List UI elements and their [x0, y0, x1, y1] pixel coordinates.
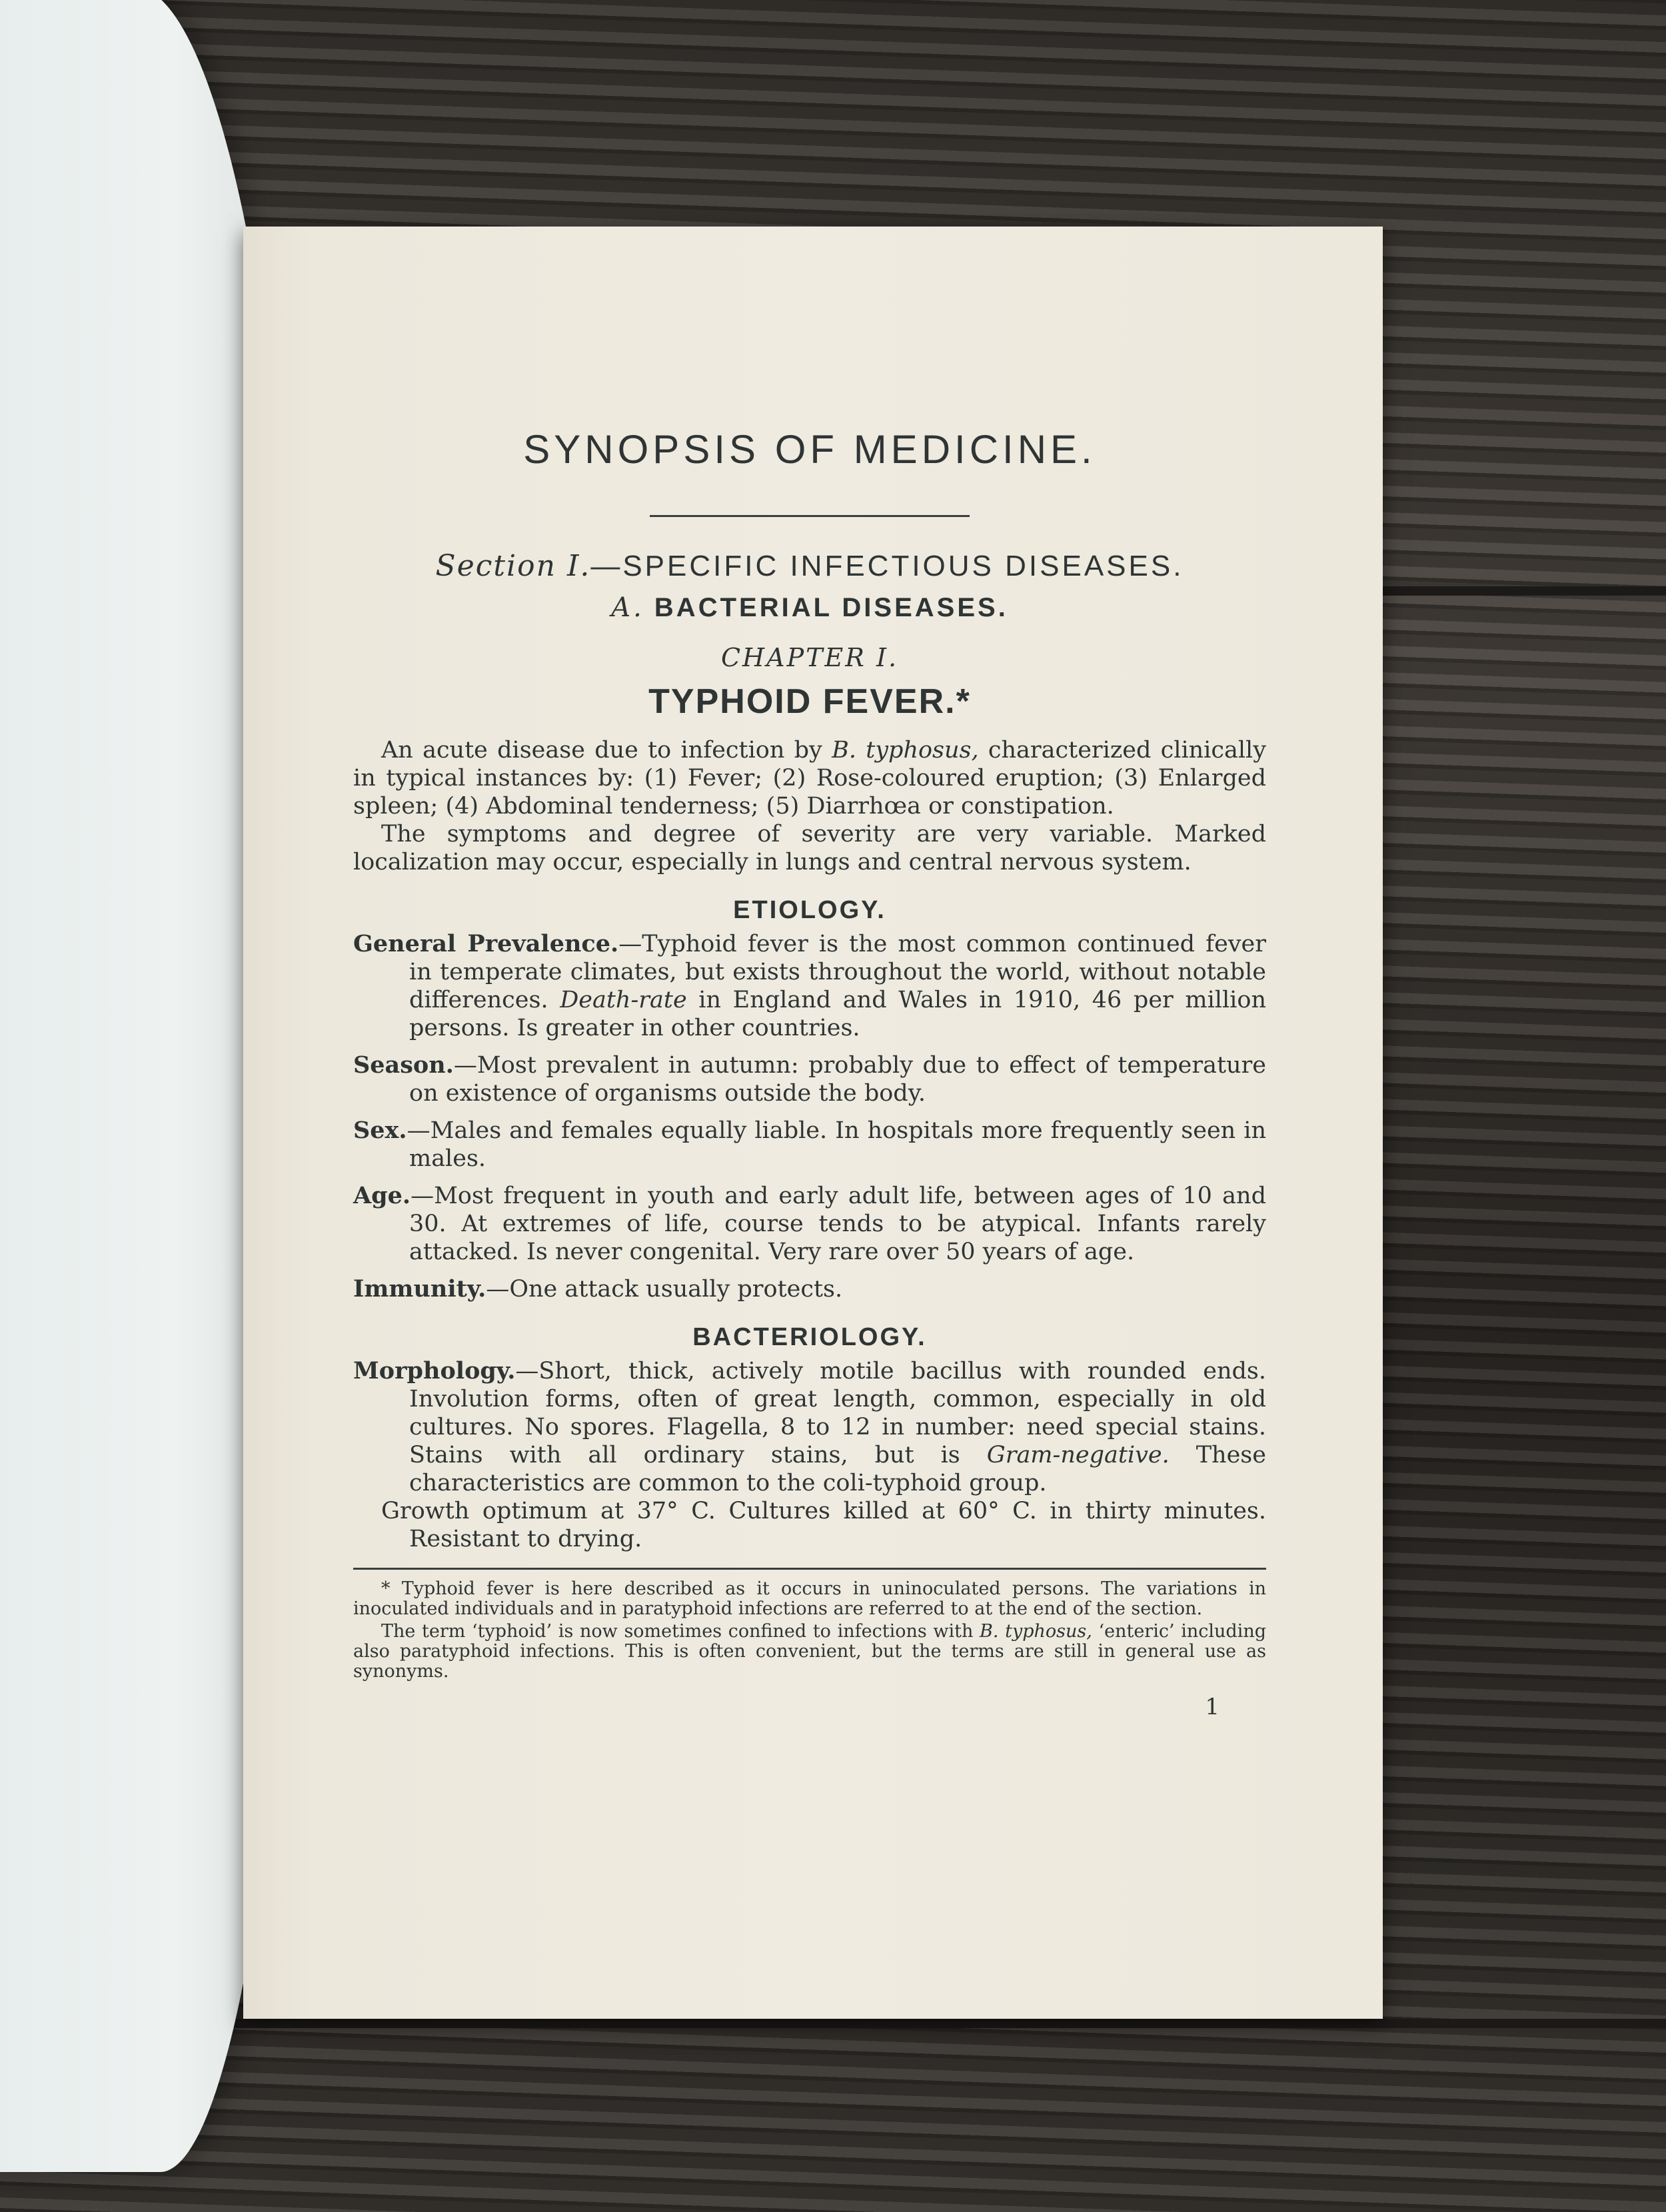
intro-text-cont: characterized clinically in typical instances by: (1) Fever; (2) Rose-coloured eruption; (3) Enlarged spleen; (4) Abdominal tenderness; (5) Diarrhœa or constipation.	[353, 737, 1267, 820]
age-entry	[353, 1182, 1266, 1266]
section-title: —SPECIFIC INFECTIOUS DISEASES.	[590, 550, 1184, 582]
general-prevalence-entry	[353, 930, 1266, 1042]
entry-text-cont: These characteristics are common to the coli-typhoid group.	[409, 1442, 1266, 1496]
entry-italic: Gram-negative.	[986, 1442, 1170, 1468]
intro-paragraph-2: The symptoms and degree of severity are very variable. Marked localization may occur, especially in lungs and central nervous system.	[353, 821, 1266, 875]
entry-term: Season.	[353, 1051, 454, 1079]
footnote-text: * Typhoid fever is here described as it occurs in uninoculated persons. The variations in inoculated individuals and in paratyphoid infections are referred to at the end of the section.	[353, 1578, 1266, 1619]
footnote-text-cont: ‘enteric’ including also paratyphoid infections. This is often convenient, but the terms are still in general use as synonyms.	[353, 1621, 1266, 1682]
entry-term: Sex.	[353, 1117, 407, 1144]
morphology-entry	[353, 1357, 1266, 1497]
immunity-entry	[353, 1275, 1266, 1303]
entry-text: —Males and females equally liable. In hospitals more frequently seen in males.	[407, 1117, 1266, 1172]
season-entry	[353, 1051, 1266, 1107]
entry-text: —Short, thick, actively motile bacillus with rounded ends. Involution forms, often of great length, common, especially in old cultures. No spores. Flagella, 8 to 12 in number: need special stains. Stains with all ordinary stains, but is	[409, 1358, 1266, 1468]
subsection-title: BACTERIAL DISEASES.	[654, 593, 1008, 622]
bacteriology-heading: BACTERIOLOGY.	[692, 1323, 927, 1351]
footnote-1	[353, 1579, 1266, 1619]
entry-text-cont: in England and Wales in 1910, 46 per million persons. Is greater in other countries.	[409, 987, 1266, 1041]
intro-organism: B. typhosus,	[832, 737, 979, 764]
chapter-title: TYPHOID FEVER.*	[648, 682, 971, 721]
book-title: SYNOPSIS OF MEDICINE.	[523, 427, 1096, 472]
footnote-italic: B. typhosus,	[980, 1621, 1092, 1642]
section-heading	[353, 549, 1266, 583]
page-number: 1	[1205, 1694, 1220, 1720]
title-rule	[650, 515, 970, 517]
page-content	[353, 426, 1266, 1720]
intro-text: An acute disease due to infection by	[381, 737, 832, 764]
intro-paragraph	[353, 736, 1266, 820]
entry-text: —Typhoid fever is the most common continued fever in temperate climates, but exists throughout the world, without notable differences.	[409, 931, 1266, 1013]
entry-term: General Prevalence.	[353, 930, 619, 957]
etiology-heading: ETIOLOGY.	[733, 896, 886, 924]
footnote-2	[353, 1622, 1266, 1682]
footnote-text: The term ‘typhoid’ is now sometimes confined to infections with	[381, 1621, 980, 1642]
entry-italic: Death-rate	[560, 987, 687, 1013]
entry-text: —Most prevalent in autumn: probably due to effect of temperature on existence of organisms outside the body.	[409, 1052, 1266, 1107]
section-prefix: Section I.	[435, 549, 591, 583]
entry-term: Morphology.	[353, 1357, 516, 1384]
chapter-label: CHAPTER I.	[720, 643, 899, 672]
entry-term: Immunity.	[353, 1275, 486, 1303]
entry-term: Age.	[353, 1182, 411, 1209]
subsection-heading	[353, 592, 1266, 623]
sex-entry	[353, 1117, 1266, 1173]
footnote-rule	[353, 1568, 1266, 1570]
growth-paragraph: Growth optimum at 37° C. Cultures killed at 60° C. in thirty minutes. Resistant to drying.	[381, 1498, 1266, 1552]
entry-text: —Most frequent in youth and early adult life, between ages of 10 and 30. At extremes of life, course tends to be atypical. Infants rarely attacked. Is never congenital. Very rare over 50 years of age.	[409, 1183, 1266, 1265]
entry-text: —One attack usually protects.	[486, 1276, 843, 1303]
plank-seam	[0, 2019, 1666, 2028]
book-page	[243, 227, 1383, 2019]
subsection-letter: A.	[611, 592, 644, 623]
